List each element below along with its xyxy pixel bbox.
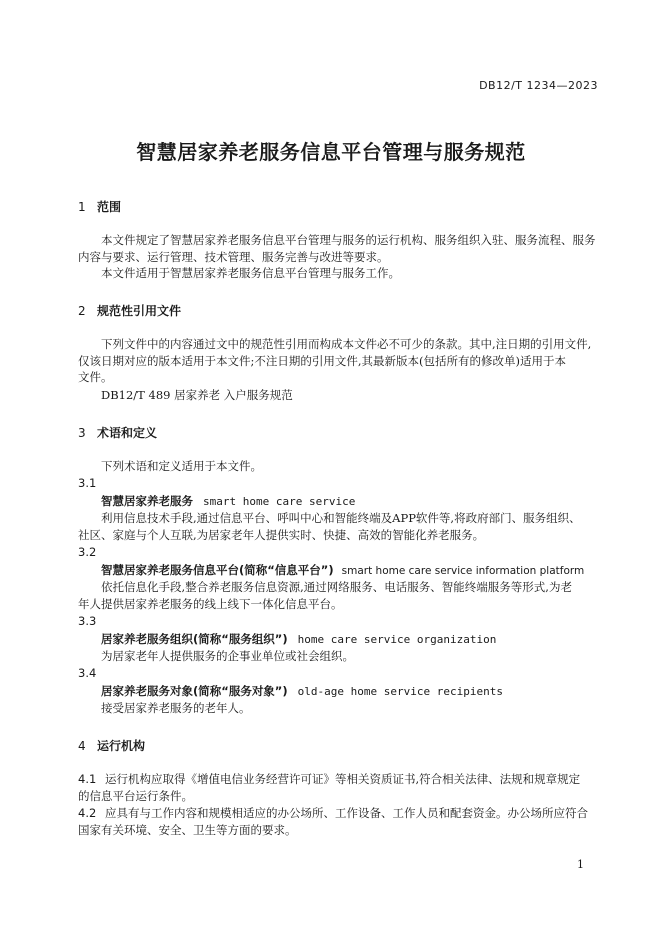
term-heading [101, 493, 355, 509]
paragraph-line: 仅该日期对应的版本适用于本文件;不注日期的引用文件,其最新版本(包括所有的修改单)适用于本 [78, 354, 566, 368]
term-number: 3.2 [78, 545, 97, 559]
clause-4-2-line [78, 805, 588, 822]
section-title: 范围 [97, 200, 122, 214]
page-number: 1 [577, 858, 584, 871]
document-title: 智慧居家养老服务信息平台管理与服务规范 [136, 140, 526, 164]
section-title: 规范性引用文件 [97, 304, 182, 318]
section-number: 4 [78, 739, 86, 753]
definition-line: 利用信息技术手段,通过信息平台、呼叫中心和智能终端及APP软件等,将政府部门、服务组织、 [101, 511, 581, 525]
term-zh: 智慧居家养老服务 [101, 494, 193, 508]
clause-text: 运行机构应取得《增值电信业务经营许可证》等相关资质证书,符合相关法律、法规和规章规定 [105, 772, 581, 786]
term-heading [101, 562, 584, 578]
clause-text: 应具有与工作内容和规模相适应的办公场所、工作设备、工作人员和配套资金。办公场所应符合 [105, 806, 588, 820]
paragraph-line: 本文件规定了智慧居家养老服务信息平台管理与服务的运行机构、服务组织入驻、服务流程、服务 [101, 233, 596, 247]
section-1-heading [78, 198, 121, 215]
term-en: home care service organization [297, 633, 497, 646]
section-number: 1 [78, 200, 86, 214]
section-number: 3 [78, 426, 86, 440]
clause-number: 4.2 [78, 806, 97, 820]
term-zh: 居家养老服务对象(简称“服务对象”) [101, 684, 288, 698]
term-number: 3.3 [78, 614, 97, 628]
clause-number: 4.1 [78, 772, 97, 786]
standard-code: DB12/T 1234—2023 [479, 79, 598, 92]
section-3-heading [78, 424, 157, 441]
section-title: 术语和定义 [97, 426, 158, 440]
term-number: 3.1 [78, 476, 97, 490]
paragraph-line: 文件。 [78, 370, 113, 384]
definition-line: 年人提供居家养老服务的线上线下一体化信息平台。 [78, 597, 343, 611]
term-en: smart home care service [203, 495, 356, 508]
term-number: 3.4 [78, 666, 97, 680]
term-en: smart home care service information platform [341, 565, 585, 577]
section-2-heading [78, 302, 181, 319]
definition-line: 社区、家庭与个人互联,为居家老年人提供实时、快捷、高效的智能化养老服务。 [78, 528, 485, 542]
section-4-heading [78, 737, 145, 754]
term-heading [101, 683, 503, 699]
section-title: 运行机构 [97, 739, 146, 753]
clause-4-1-line [78, 771, 580, 788]
term-zh: 智慧居家养老服务信息平台(简称“信息平台”) [101, 563, 334, 577]
paragraph-line: 内容与要求、运行管理、技术管理、服务完善与改进等要求。 [78, 250, 389, 264]
term-zh: 居家养老服务组织(简称“服务组织”) [101, 632, 288, 646]
normative-reference: DB12/T 489 居家养老 入户服务规范 [101, 388, 293, 402]
paragraph-line: 下列文件中的内容通过文中的规范性引用而构成本文件必不可少的条款。其中,注日期的引用文件, [101, 337, 592, 351]
definition-line: 依托信息化手段,整合养老服务信息资源,通过网络服务、电话服务、智能终端服务等形式,为老 [101, 580, 572, 594]
clause-text: 的信息平台运行条件。 [78, 789, 193, 803]
term-heading [101, 631, 496, 647]
paragraph-line: 本文件适用于智慧居家养老服务信息平台管理与服务工作。 [101, 266, 400, 280]
section-number: 2 [78, 304, 86, 318]
clause-text: 国家有关环境、安全、卫生等方面的要求。 [78, 823, 297, 837]
definition-line: 为居家老年人提供服务的企事业单位或社会组织。 [101, 649, 354, 663]
definition-line: 接受居家养老服务的老年人。 [101, 701, 251, 715]
term-en: old-age home service recipients [297, 685, 503, 698]
paragraph-line: 下列术语和定义适用于本文件。 [101, 459, 262, 473]
